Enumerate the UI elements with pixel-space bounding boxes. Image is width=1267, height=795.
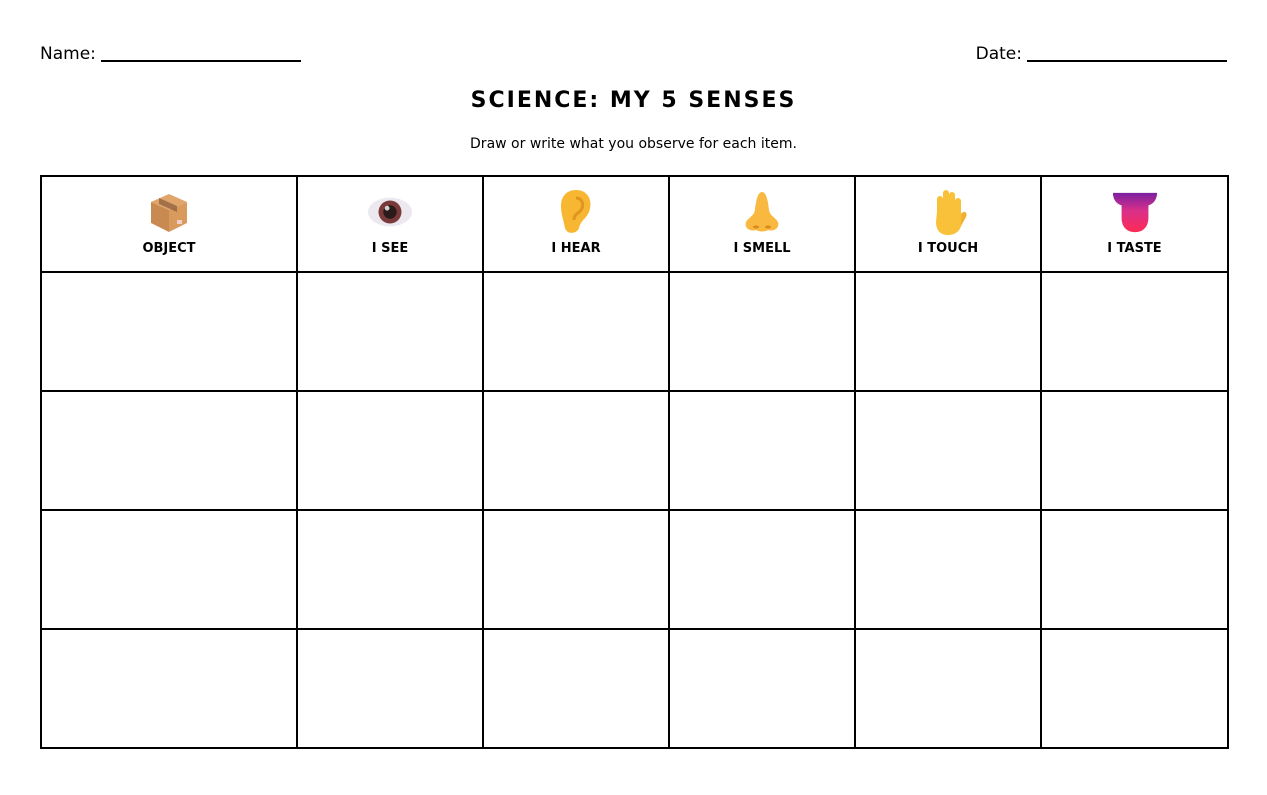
table-row (41, 272, 1228, 391)
hear-cell[interactable] (483, 629, 669, 748)
table-row (41, 510, 1228, 629)
object-cell[interactable] (41, 391, 297, 510)
column-header-object (41, 176, 297, 272)
see-cell[interactable] (297, 391, 483, 510)
see-cell[interactable] (297, 510, 483, 629)
name-blank-line[interactable] (101, 40, 301, 62)
see-cell[interactable] (297, 272, 483, 391)
header-fields (40, 40, 1227, 70)
tongue-icon (1112, 189, 1158, 235)
column-label: I HEAR (551, 241, 601, 256)
column-label: I SMELL (733, 241, 791, 256)
touch-cell[interactable] (855, 510, 1041, 629)
package-box-icon (146, 189, 192, 235)
smell-cell[interactable] (669, 510, 855, 629)
taste-cell[interactable] (1041, 391, 1228, 510)
taste-cell[interactable] (1041, 510, 1228, 629)
table-row (41, 629, 1228, 748)
nose-icon (739, 189, 785, 235)
column-header-touch (855, 176, 1041, 272)
header-row (41, 176, 1228, 272)
hear-cell[interactable] (483, 510, 669, 629)
page-title: SCIENCE: MY 5 SENSES (470, 88, 797, 113)
date-label: Date: (975, 44, 1022, 64)
touch-cell[interactable] (855, 272, 1041, 391)
column-header-see (297, 176, 483, 272)
column-label: I TASTE (1107, 241, 1162, 256)
eye-icon (367, 189, 413, 235)
name-label: Name: (40, 44, 96, 64)
hear-cell[interactable] (483, 272, 669, 391)
ear-icon (553, 189, 599, 235)
column-header-taste (1041, 176, 1228, 272)
hear-cell[interactable] (483, 391, 669, 510)
column-header-smell (669, 176, 855, 272)
column-header-hear (483, 176, 669, 272)
see-cell[interactable] (297, 629, 483, 748)
date-blank-line[interactable] (1027, 40, 1227, 62)
senses-table (40, 175, 1229, 749)
touch-cell[interactable] (855, 391, 1041, 510)
object-cell[interactable] (41, 272, 297, 391)
hand-icon (925, 189, 971, 235)
date-field[interactable] (976, 40, 1227, 68)
object-cell[interactable] (41, 629, 297, 748)
smell-cell[interactable] (669, 391, 855, 510)
smell-cell[interactable] (669, 272, 855, 391)
smell-cell[interactable] (669, 629, 855, 748)
page-subtitle: Draw or write what you observe for each item. (470, 136, 797, 152)
column-label: I SEE (371, 241, 409, 256)
column-label: I TOUCH (917, 241, 979, 256)
table-row (41, 391, 1228, 510)
taste-cell[interactable] (1041, 272, 1228, 391)
touch-cell[interactable] (855, 629, 1041, 748)
column-label: OBJECT (142, 241, 196, 256)
taste-cell[interactable] (1041, 629, 1228, 748)
name-field[interactable] (40, 40, 301, 68)
object-cell[interactable] (41, 510, 297, 629)
